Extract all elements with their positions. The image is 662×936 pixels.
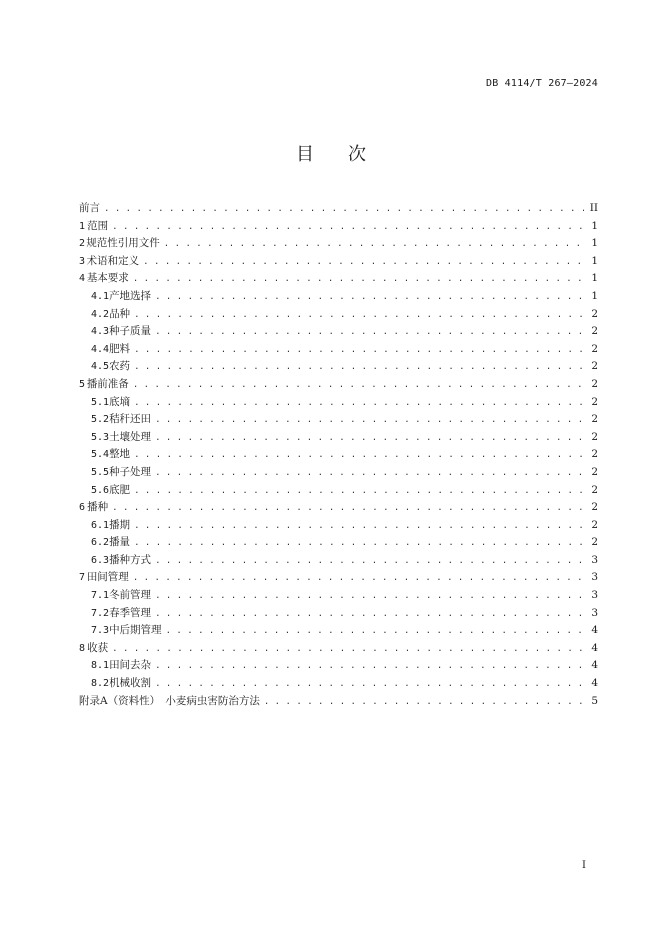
toc-entry-page: 3 [591,553,598,566]
toc-entry[interactable] [79,218,598,236]
toc-entry[interactable] [79,235,598,253]
toc-entry[interactable] [79,253,598,271]
toc-entry-page: II [589,202,598,214]
toc-leader-dots [155,658,584,676]
toc-entry[interactable] [79,446,598,464]
toc-entry-number: 1 [79,220,86,232]
toc-entry-number: 4.4 [91,343,110,355]
toc-entry[interactable] [79,675,598,693]
toc-entry-number: 5.1 [91,396,110,408]
toc-entry-page: 2 [591,448,598,461]
toc-entry-number: 7.3 [91,625,110,637]
toc-leader-dots [112,641,584,659]
toc-entry[interactable] [79,657,598,675]
toc-entry-page: 1 [591,272,598,285]
toc-entry-label: 基本要求 [86,272,129,285]
toc-entry-page: 2 [591,518,598,531]
toc-entry-page: 1 [591,237,598,250]
page-number: I [582,860,586,871]
toc-entry-number: 6.1 [91,519,110,531]
table-of-contents [79,200,598,710]
toc-entry[interactable] [79,640,598,658]
toc-entry-number: 4.2 [91,308,110,320]
toc-entry-page: 1 [591,219,598,232]
toc-entry-page: 4 [591,641,598,654]
toc-entry[interactable] [79,534,598,552]
toc-entry-number: 5 [79,378,86,390]
toc-entry-page: 4 [591,677,598,690]
toc-entry-number: 5.6 [91,484,110,496]
toc-leader-dots [155,588,584,606]
toc-entry-label: 产地选择 [109,289,152,302]
toc-leader-dots [112,219,584,237]
toc-entry[interactable] [79,464,598,482]
toc-entry-number: 4.3 [91,326,110,338]
toc-entry[interactable] [79,270,598,288]
toc-entry-page: 2 [591,342,598,355]
toc-entry-label: 播种方式 [109,553,152,566]
toc-leader-dots [134,395,584,413]
toc-entry-number: 5.2 [91,414,110,426]
toc-entry-page: 2 [591,501,598,514]
toc-entry-page: 2 [591,307,598,320]
toc-entry[interactable] [79,622,598,640]
toc-entry-number: 6 [79,502,86,514]
toc-entry[interactable] [79,605,598,623]
toc-entry-page: 2 [591,325,598,338]
toc-entry[interactable] [79,200,598,218]
toc-entry[interactable] [79,394,598,412]
toc-leader-dots [155,430,584,448]
toc-entry-number: 4.1 [91,290,110,302]
toc-entry-page: 2 [591,465,598,478]
toc-leader-dots [133,271,584,289]
toc-entry-label: 术语和定义 [86,254,140,267]
toc-entry-label: 播种 [87,501,109,514]
toc-entry[interactable] [79,288,598,306]
toc-leader-dots [164,236,584,254]
toc-entry[interactable] [79,341,598,359]
toc-entry-label: 底肥 [109,483,131,496]
toc-entry-page: 1 [591,254,598,267]
toc-entry-number: 3 [79,255,86,267]
toc-entry-number: 5.4 [91,449,110,461]
toc-entry-page: 3 [591,606,598,619]
toc-entry-page: 4 [591,659,598,672]
toc-entry-label: 中后期管理 [109,624,162,637]
toc-entry-page: 1 [591,289,598,302]
toc-entry[interactable] [79,499,598,517]
toc-title: 目次 [296,144,400,165]
toc-entry-label: 收获 [87,641,109,654]
toc-entry-label: 春季管理 [109,606,152,619]
toc-entry-label: 农药 [109,360,131,373]
toc-entry-label: 播期 [109,518,131,531]
toc-entry[interactable] [79,358,598,376]
toc-entry-number: 7 [79,572,86,584]
toc-leader-dots [134,307,584,325]
toc-entry-label: 范围 [87,219,109,232]
toc-leader-dots [155,465,584,483]
toc-entry-label: 土壤处理 [109,430,152,443]
toc-leader-dots [155,289,584,307]
toc-entry-number: 6.2 [91,537,110,549]
toc-entry-number: 6.3 [91,554,110,566]
toc-entry[interactable] [79,587,598,605]
toc-entry-page: 2 [591,536,598,549]
toc-entry-label: 底墒 [109,395,131,408]
toc-entry-number: 7.1 [91,590,110,602]
toc-entry[interactable] [79,376,598,394]
toc-entry-number: 4 [79,273,86,285]
toc-entry-page: 2 [591,413,598,426]
toc-leader-dots [155,324,584,342]
toc-entry-label: 整地 [109,448,131,461]
toc-leader-dots [104,201,584,219]
toc-entry[interactable] [79,552,598,570]
toc-entry-label: 机械收割 [109,677,152,690]
toc-entry-page: 3 [591,571,598,584]
toc-leader-dots [134,518,584,536]
toc-leader-dots [134,535,584,553]
toc-leader-dots [134,483,584,501]
toc-entry[interactable] [79,323,598,341]
toc-entry-page: 5 [591,694,598,707]
toc-entry-number: 7.2 [91,607,110,619]
toc-entry-number: 2 [79,238,86,250]
toc-leader-dots [134,342,584,360]
toc-entry-label: 附录A（资料性） 小麦病虫害防治方法 [79,694,260,707]
toc-entry-label: 冬前管理 [109,589,152,602]
toc-entry-label: 肥料 [109,342,131,355]
toc-entry-label: 田间管理 [86,571,129,584]
toc-entry-page: 2 [591,483,598,496]
document-code: DB 4114/T 267—2024 [486,78,598,89]
toc-entry[interactable] [79,569,598,587]
toc-entry[interactable] [79,429,598,447]
toc-entry-number: 5.5 [91,466,110,478]
toc-entry-page: 2 [591,430,598,443]
toc-leader-dots [155,412,584,430]
toc-entry[interactable] [79,517,598,535]
toc-entry-number: 4.5 [91,361,110,373]
toc-entry-label: 播前准备 [86,377,129,390]
toc-entry-label: 种子处理 [109,465,152,478]
toc-leader-dots [264,694,584,712]
toc-entry-page: 2 [591,360,598,373]
toc-entry[interactable] [79,411,598,429]
toc-leader-dots [155,553,584,571]
toc-entry-label: 秸秆还田 [109,413,152,426]
toc-leader-dots [133,377,584,395]
toc-leader-dots [133,570,584,588]
toc-entry-page: 2 [591,377,598,390]
toc-entry-label: 规范性引用文件 [86,237,160,250]
toc-entry[interactable] [79,482,598,500]
toc-entry-number: 8 [79,642,86,654]
toc-entry[interactable] [79,693,598,711]
toc-leader-dots [134,359,584,377]
toc-entry-number: 8.1 [91,660,110,672]
toc-entry[interactable] [79,306,598,324]
toc-leader-dots [155,676,584,694]
toc-entry-label: 前言 [79,202,100,214]
toc-entry-page: 4 [591,624,598,637]
toc-entry-number: 8.2 [91,678,110,690]
toc-entry-page: 3 [591,589,598,602]
toc-leader-dots [166,623,584,641]
toc-leader-dots [112,500,584,518]
toc-entry-label: 品种 [109,307,131,320]
toc-entry-label: 种子质量 [109,325,152,338]
toc-entry-label: 田间去杂 [109,659,152,672]
toc-leader-dots [143,254,584,272]
toc-entry-label: 播量 [109,536,131,549]
toc-leader-dots [155,606,584,624]
toc-entry-number: 5.3 [91,431,110,443]
toc-leader-dots [134,447,584,465]
toc-entry-page: 2 [591,395,598,408]
